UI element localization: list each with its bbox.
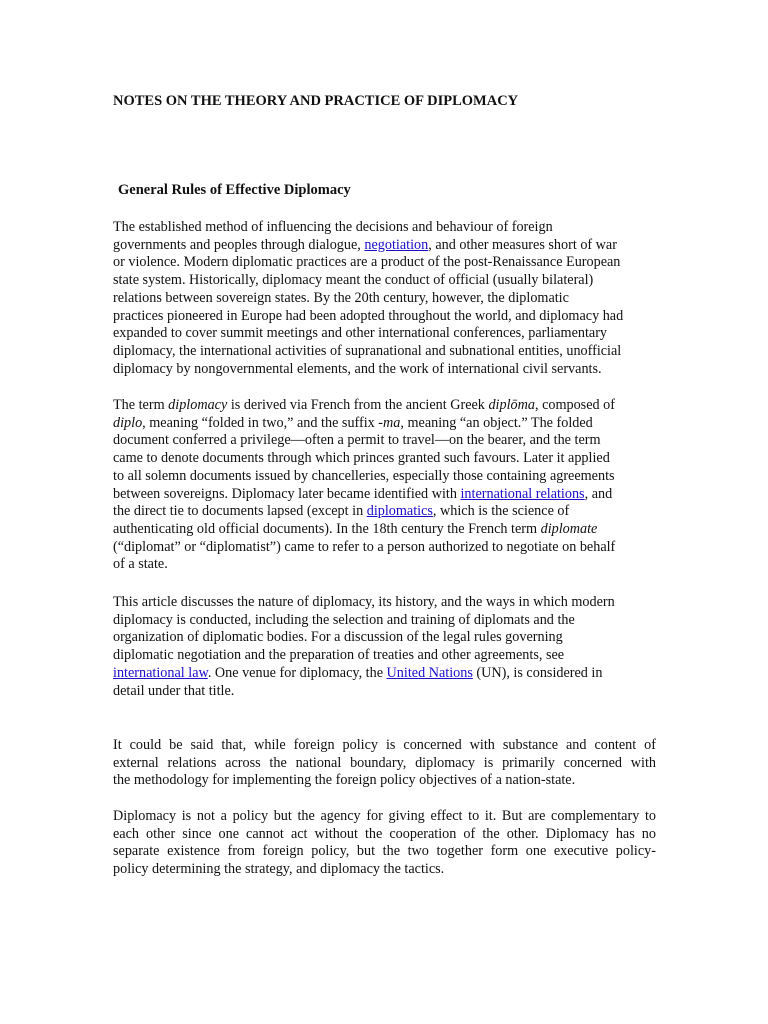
link-international-law[interactable]: international law [113, 664, 208, 681]
text-line [113, 521, 658, 539]
paragraph-foreign-policy [113, 737, 656, 790]
text-line: separate existence from foreign policy, but the two together form one executive policy- [113, 843, 656, 860]
text-span: , meaning “an object.” The folded [400, 414, 593, 431]
text-line: each other since one cannot act without the cooperation of the other. Diplomacy has no [113, 825, 656, 842]
text-line: The established method of influencing the decisions and behaviour of foreign [113, 219, 553, 235]
text-line [113, 665, 658, 683]
text-span: , and other measures short of war [428, 236, 617, 253]
text-line: expanded to cover summit meetings and other international conferences, parliamentary [113, 325, 608, 342]
text-span: (UN), is considered in [472, 664, 603, 681]
link-united-nations[interactable]: United Nations [386, 664, 473, 681]
text-span: , which is the science of [432, 503, 570, 520]
text-line: practices pioneered in Europe had been adopted throughout the world, and diplomacy had [113, 307, 624, 324]
text-line: Diplomacy is not a policy but the agency for giving effect to it. But are complementary to [113, 808, 656, 824]
text-line: state system. Historically, diplomacy meant the conduct of official (usually bilateral) [113, 272, 594, 289]
text-line [113, 237, 658, 255]
text-line: relations between sovereign states. By the 20th century, however, the diplomatic [113, 289, 569, 306]
text-line: diplomatic negotiation and the preparation of treaties and other agreements, see [113, 647, 565, 664]
italic-term: diplomacy [168, 397, 228, 413]
text-span: is derived via French from the ancient Greek [227, 397, 489, 413]
text-line: It could be said that, while foreign policy is concerned with substance and content of [113, 737, 656, 753]
text-span: , composed of [534, 397, 615, 413]
section-heading: General Rules of Effective Diplomacy [118, 182, 351, 198]
document-title: NOTES ON THE THEORY AND PRACTICE OF DIPLOMACY [113, 93, 519, 109]
italic-term: diplo [113, 414, 143, 431]
text-span: governments and peoples through dialogue, [113, 236, 365, 253]
text-line: policy determining the strategy, and diplomacy the tactics. [113, 861, 445, 878]
link-negotiation[interactable]: negotiation [364, 236, 429, 253]
text-span: , and [584, 485, 613, 502]
text-line: or violence. Modern diplomatic practices are a product of the post-Renaissance European [113, 254, 621, 271]
text-span: The term [113, 397, 169, 413]
italic-term: ma [383, 414, 401, 431]
italic-term: diplomate [540, 520, 598, 537]
paragraph-etymology [113, 397, 658, 574]
text-line: This article discusses the nature of diplomacy, its history, and the ways in which modern [113, 594, 615, 610]
text-span: . One venue for diplomacy, the [207, 664, 387, 681]
link-international-relations[interactable]: international relations [460, 485, 585, 502]
text-span: the direct tie to documents lapsed (except in [113, 503, 367, 520]
text-line [113, 503, 658, 521]
text-line [113, 415, 658, 433]
text-line: diplomacy by nongovernmental elements, and the work of international civil servants. [113, 360, 602, 377]
paragraph-definition [113, 219, 658, 378]
text-line: (“diplomat” or “diplomatist”) came to refer to a person authorized to negotiate on behalf [113, 538, 616, 555]
text-line [113, 397, 658, 415]
text-line: diplomacy is conducted, including the selection and training of diplomats and the [113, 611, 575, 628]
text-line: the methodology for implementing the foreign policy objectives of a nation-state. [113, 772, 576, 789]
text-line: document conferred a privilege—often a permit to travel—on the bearer, and the term [113, 432, 601, 449]
link-diplomatics[interactable]: diplomatics [366, 503, 433, 520]
text-line: organization of diplomatic bodies. For a discussion of the legal rules governing [113, 629, 563, 646]
paragraph-article-scope [113, 594, 658, 700]
text-span: , meaning “folded in two,” and the suffix - [142, 414, 384, 431]
text-line: detail under that title. [113, 682, 235, 699]
text-line [113, 486, 658, 504]
text-span: between sovereigns. Diplomacy later became identified with [113, 485, 461, 502]
text-line: of a state. [113, 556, 168, 573]
text-line: diplomacy, the international activities of supranational and subnational entities, unofficial [113, 342, 622, 359]
paragraph-diplomacy-agency [113, 808, 656, 879]
text-line: to all solemn documents issued by chancelleries, especially those containing agreements [113, 467, 615, 484]
text-line: came to denote documents through which princes granted such favours. Later it applied [113, 450, 610, 467]
text-line: external relations across the national boundary, diplomacy is primarily concerned with [113, 754, 656, 771]
text-span: authenticating old official documents). In the 18th century the French term [113, 520, 541, 537]
italic-term: diplōma [488, 397, 535, 413]
